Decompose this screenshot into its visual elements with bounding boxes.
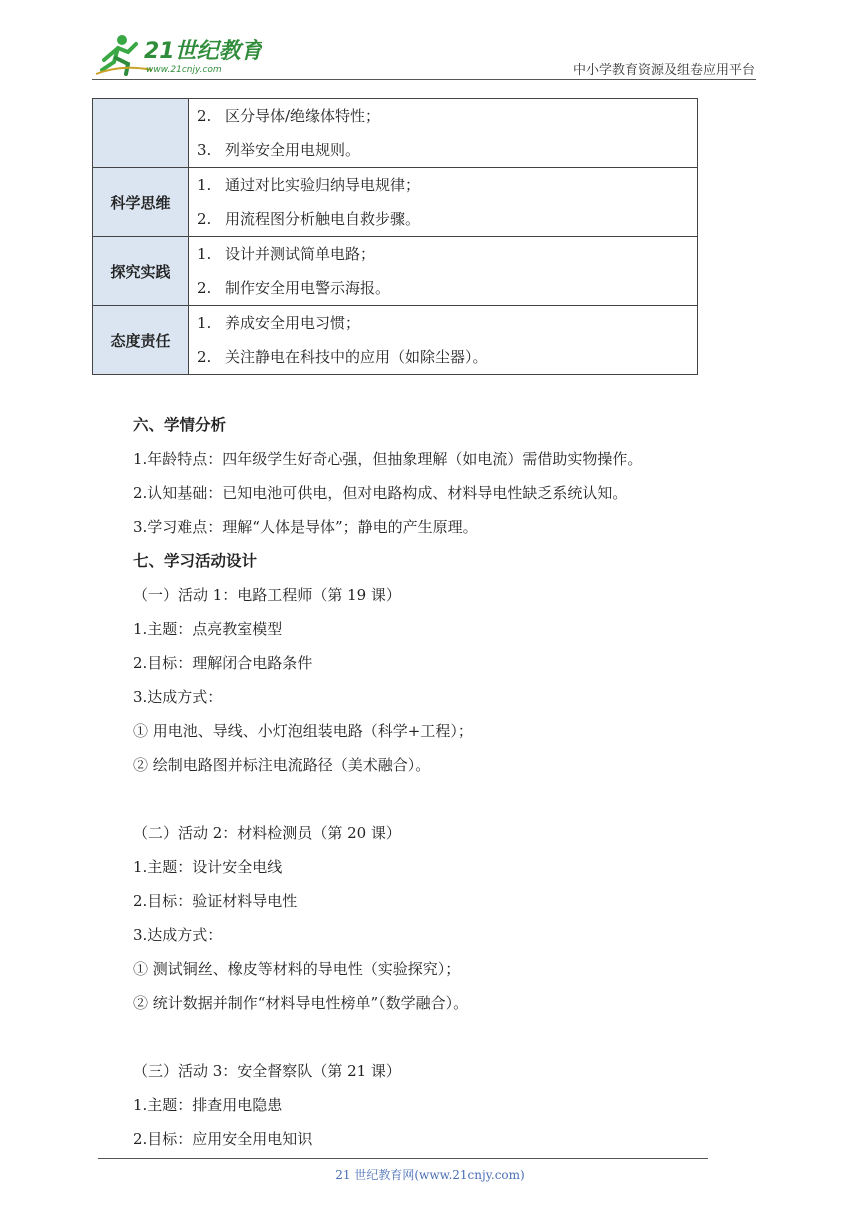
page-header: [0, 0, 860, 80]
paragraph: 2.目标：应用安全用电知识: [133, 1130, 313, 1148]
site-logo[interactable]: [92, 30, 262, 78]
header-divider: [92, 79, 756, 80]
item-text: 列举安全用电规则。: [225, 141, 361, 159]
item-number: 2.: [197, 210, 212, 228]
paragraph: 1.年龄特点：四年级学生好奇心强，但抽象理解（如电流）需借助实物操作。: [133, 450, 643, 468]
items-cell: [189, 168, 698, 237]
list-item: [197, 271, 697, 305]
document-body: [133, 408, 733, 1156]
list-item: [197, 99, 697, 133]
item-number: 1.: [197, 176, 212, 194]
item-text: 关注静电在科技中的应用（如除尘器）。: [225, 348, 488, 366]
item-text: 设计并测试简单电路；: [225, 245, 376, 263]
item-number: 2.: [197, 107, 212, 125]
list-item: [197, 306, 697, 340]
list-item: [197, 168, 697, 202]
item-number: 2.: [197, 348, 212, 366]
platform-name: 中小学教育资源及组卷应用平台: [572, 63, 755, 78]
item-text: 用流程图分析触电自救步骤。: [225, 210, 421, 228]
item-number: 1.: [197, 314, 212, 332]
footer-link[interactable]: 21 世纪教育网(www.21cnjy.com): [335, 1168, 525, 1182]
paragraph: 2.认知基础：已知电池可供电，但对电路构成、材料导电性缺乏系统认知。: [133, 484, 628, 502]
table-row: [93, 99, 698, 168]
activity-heading: （一）活动 1：电路工程师（第 19 课）: [133, 586, 401, 604]
item-text: 制作安全用电警示海报。: [225, 279, 391, 297]
table-row: [93, 306, 698, 375]
list-item: ② 统计数据并制作“材料导电性榜单”（数学融合）。: [133, 994, 469, 1012]
item-text: 养成安全用电习惯；: [225, 314, 361, 332]
activity-heading: （三）活动 3：安全督察队（第 21 课）: [133, 1062, 401, 1080]
items-cell: [189, 99, 698, 168]
paragraph: 1.主题：设计安全电线: [133, 858, 283, 876]
footer-divider: [98, 1158, 708, 1159]
category-cell: 探究实践: [93, 237, 189, 306]
spacer: [133, 1020, 733, 1054]
list-item: ② 绘制电路图并标注电流路径（美术融合）。: [133, 756, 431, 774]
item-number: 1.: [197, 245, 212, 263]
list-item: [197, 340, 697, 374]
item-text: 区分导体/绝缘体特性；: [225, 107, 381, 125]
section-heading: 六、学情分析: [133, 416, 227, 434]
goals-table: [92, 98, 698, 375]
table-row: [93, 168, 698, 237]
paragraph: 1.主题：排查用电隐患: [133, 1096, 283, 1114]
paragraph: 2.目标：理解闭合电路条件: [133, 654, 313, 672]
items-cell: [189, 306, 698, 375]
logo-url: www.21cnjy.com: [146, 65, 222, 75]
activity-heading: （二）活动 2：材料检测员（第 20 课）: [133, 824, 401, 842]
paragraph: 2.目标：验证材料导电性: [133, 892, 298, 910]
category-cell: 态度责任: [93, 306, 189, 375]
section-heading: 七、学习活动设计: [133, 552, 258, 570]
paragraph: 1.主题：点亮教室模型: [133, 620, 283, 638]
runner-logo-icon: [92, 30, 262, 78]
item-number: 2.: [197, 279, 212, 297]
item-text: 通过对比实验归纳导电规律；: [225, 176, 421, 194]
spacer: [133, 782, 733, 816]
items-cell: [189, 237, 698, 306]
logo-text: 21世纪教育: [144, 39, 262, 64]
table-row: [93, 237, 698, 306]
list-item: [197, 237, 697, 271]
list-item: ① 用电池、导线、小灯泡组装电路（科学+工程）；: [133, 722, 473, 740]
list-item: [197, 202, 697, 236]
item-number: 3.: [197, 141, 212, 159]
list-item: ① 测试铜丝、橡皮等材料的导电性（实验探究）；: [133, 960, 461, 978]
category-cell: [93, 99, 189, 168]
paragraph: 3.学习难点：理解“人体是导体”；静电的产生原理。: [133, 518, 478, 536]
paragraph: 3.达成方式：: [133, 688, 223, 706]
list-item: [197, 133, 697, 167]
paragraph: 3.达成方式：: [133, 926, 223, 944]
category-cell: 科学思维: [93, 168, 189, 237]
